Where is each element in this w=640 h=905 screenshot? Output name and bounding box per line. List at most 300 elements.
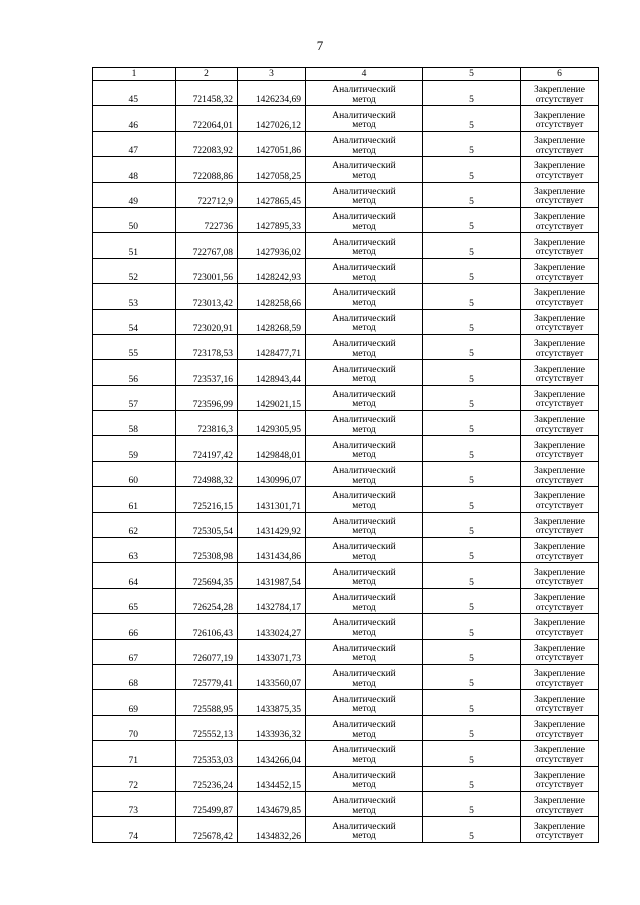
x-coordinate-cell: 726106,43: [176, 614, 238, 639]
fixing-cell: [521, 131, 599, 156]
fixing-line-2: отсутствует: [535, 729, 584, 740]
fixing-cell: [521, 207, 599, 232]
accuracy-cell: 5: [423, 639, 521, 664]
fixing-line-1: Закрепление: [534, 440, 585, 451]
fixing-cell: [521, 284, 599, 309]
method-cell: [306, 614, 423, 639]
fixing-cell: [521, 258, 599, 283]
table-row: [93, 309, 599, 334]
accuracy-cell: 5: [423, 715, 521, 740]
method-line-2: метод: [352, 704, 376, 715]
fixing-line-2: отсутствует: [535, 424, 584, 435]
point-number-cell: 56: [93, 360, 176, 385]
fixing-line-2: отсутствует: [535, 120, 584, 131]
method-cell: [306, 258, 423, 283]
table-row: [93, 588, 599, 613]
table-row: [93, 487, 599, 512]
fixing-cell: [521, 436, 599, 461]
method-line-1: Аналитический: [332, 669, 396, 680]
accuracy-cell: 5: [423, 309, 521, 334]
y-coordinate-cell: 1433875,35: [238, 690, 306, 715]
method-line-2: метод: [352, 196, 376, 207]
y-coordinate-cell: 1433024,27: [238, 614, 306, 639]
method-line-1: Аналитический: [332, 135, 396, 146]
accuracy-cell: 5: [423, 563, 521, 588]
method-cell: [306, 664, 423, 689]
y-coordinate-cell: 1433936,32: [238, 715, 306, 740]
y-coordinate-cell: 1429305,95: [238, 411, 306, 436]
fixing-cell: [521, 233, 599, 258]
table-row: [93, 233, 599, 258]
method-line-2: метод: [352, 526, 376, 537]
fixing-cell: [521, 487, 599, 512]
fixing-line-1: Закрепление: [534, 212, 585, 223]
fixing-line-2: отсутствует: [535, 602, 584, 613]
accuracy-cell: 5: [423, 817, 521, 842]
method-line-1: Аналитический: [332, 339, 396, 350]
fixing-line-1: Закрепление: [534, 186, 585, 197]
point-number-cell: 57: [93, 385, 176, 410]
accuracy-cell: 5: [423, 81, 521, 106]
fixing-line-1: Закрепление: [534, 288, 585, 299]
fixing-line-1: Закрепление: [534, 770, 585, 781]
fixing-line-2: отсутствует: [535, 754, 584, 765]
table-row: [93, 461, 599, 486]
table-row: [93, 436, 599, 461]
fixing-line-2: отсутствует: [535, 374, 584, 385]
y-coordinate-cell: 1431301,71: [238, 487, 306, 512]
fixing-cell: [521, 334, 599, 359]
method-cell: [306, 157, 423, 182]
method-line-2: метод: [352, 729, 376, 740]
fixing-cell: [521, 538, 599, 563]
table-row: [93, 538, 599, 563]
method-line-1: Аналитический: [332, 643, 396, 654]
point-number-cell: 73: [93, 791, 176, 816]
method-line-2: метод: [352, 780, 376, 791]
fixing-line-2: отсутствует: [535, 399, 584, 410]
method-line-1: Аналитический: [332, 694, 396, 705]
method-line-1: Аналитический: [332, 415, 396, 426]
table-row: [93, 360, 599, 385]
accuracy-cell: 5: [423, 461, 521, 486]
method-cell: [306, 385, 423, 410]
accuracy-cell: 5: [423, 690, 521, 715]
fixing-line-2: отсутствует: [535, 628, 584, 638]
table-body: [93, 81, 599, 843]
x-coordinate-cell: 725678,42: [176, 817, 238, 842]
x-coordinate-cell: 722767,08: [176, 233, 238, 258]
method-line-1: Аналитический: [332, 770, 396, 781]
table-row: [93, 207, 599, 232]
point-number-cell: 46: [93, 106, 176, 131]
fixing-cell: [521, 766, 599, 791]
x-coordinate-cell: 723001,56: [176, 258, 238, 283]
method-line-2: метод: [352, 501, 376, 512]
accuracy-cell: 5: [423, 664, 521, 689]
point-number-cell: 66: [93, 614, 176, 639]
fixing-line-1: Закрепление: [534, 516, 585, 527]
method-line-1: Аналитический: [332, 618, 396, 629]
accuracy-cell: 5: [423, 207, 521, 232]
table-row: [93, 157, 599, 182]
point-number-cell: 53: [93, 284, 176, 309]
method-line-1: Аналитический: [332, 821, 396, 832]
point-number-cell: 63: [93, 538, 176, 563]
method-line-2: метод: [352, 272, 376, 283]
method-line-1: Аналитический: [332, 516, 396, 527]
fixing-line-2: отсутствует: [535, 653, 584, 664]
fixing-line-1: Закрепление: [534, 135, 585, 146]
point-number-cell: 61: [93, 487, 176, 512]
accuracy-cell: 5: [423, 512, 521, 537]
method-line-2: метод: [352, 170, 376, 181]
accuracy-cell: 5: [423, 791, 521, 816]
fixing-cell: [521, 715, 599, 740]
accuracy-cell: 5: [423, 258, 521, 283]
method-cell: [306, 766, 423, 791]
x-coordinate-cell: 722083,92: [176, 131, 238, 156]
table-row: [93, 690, 599, 715]
method-line-1: Аналитический: [332, 262, 396, 273]
method-cell: [306, 411, 423, 436]
y-coordinate-cell: 1428943,44: [238, 360, 306, 385]
method-line-1: Аналитический: [332, 440, 396, 451]
table-row: [93, 741, 599, 766]
method-cell: [306, 817, 423, 842]
fixing-line-1: Закрепление: [534, 237, 585, 248]
fixing-line-1: Закрепление: [534, 719, 585, 730]
accuracy-cell: 5: [423, 157, 521, 182]
point-number-cell: 65: [93, 588, 176, 613]
fixing-cell: [521, 791, 599, 816]
method-line-1: Аналитический: [332, 237, 396, 248]
method-line-1: Аналитический: [332, 466, 396, 477]
y-coordinate-cell: 1427865,45: [238, 182, 306, 207]
table-row: [93, 614, 599, 639]
x-coordinate-cell: 722712,9: [176, 182, 238, 207]
x-coordinate-cell: 723013,42: [176, 284, 238, 309]
fixing-line-1: Закрепление: [534, 389, 585, 400]
y-coordinate-cell: 1431434,86: [238, 538, 306, 563]
x-coordinate-cell: 724988,32: [176, 461, 238, 486]
table-row: [93, 258, 599, 283]
method-line-1: Аналитический: [332, 719, 396, 730]
fixing-line-2: отсутствует: [535, 475, 584, 486]
accuracy-cell: 5: [423, 411, 521, 436]
accuracy-cell: 5: [423, 131, 521, 156]
table-row: [93, 411, 599, 436]
fixing-cell: [521, 512, 599, 537]
method-cell: [306, 81, 423, 106]
method-line-2: метод: [352, 323, 376, 334]
table-row: [93, 639, 599, 664]
y-coordinate-cell: 1428477,71: [238, 334, 306, 359]
point-number-cell: 72: [93, 766, 176, 791]
method-cell: [306, 360, 423, 385]
method-cell: [306, 791, 423, 816]
fixing-line-1: Закрепление: [534, 821, 585, 832]
method-line-1: Аналитический: [332, 288, 396, 299]
method-line-2: метод: [352, 247, 376, 258]
method-line-2: метод: [352, 145, 376, 156]
method-cell: [306, 233, 423, 258]
header-cell-3: 3: [238, 68, 306, 81]
fixing-line-2: отсутствует: [535, 805, 584, 816]
method-line-2: метод: [352, 399, 376, 410]
method-cell: [306, 588, 423, 613]
fixing-cell: [521, 309, 599, 334]
accuracy-cell: 5: [423, 106, 521, 131]
y-coordinate-cell: 1427026,12: [238, 106, 306, 131]
y-coordinate-cell: 1428242,93: [238, 258, 306, 283]
point-number-cell: 50: [93, 207, 176, 232]
table-row: [93, 512, 599, 537]
fixing-line-2: отсутствует: [535, 450, 584, 461]
method-line-1: Аналитический: [332, 542, 396, 553]
point-number-cell: 49: [93, 182, 176, 207]
y-coordinate-cell: 1433560,07: [238, 664, 306, 689]
y-coordinate-cell: 1433071,73: [238, 639, 306, 664]
point-number-cell: 68: [93, 664, 176, 689]
fixing-line-1: Закрепление: [534, 85, 585, 96]
method-cell: [306, 690, 423, 715]
fixing-line-2: отсутствует: [535, 678, 584, 689]
fixing-line-1: Закрепление: [534, 491, 585, 502]
method-line-2: метод: [352, 120, 376, 131]
fixing-line-2: отсутствует: [535, 170, 584, 181]
fixing-cell: [521, 182, 599, 207]
x-coordinate-cell: 722088,86: [176, 157, 238, 182]
table-row: [93, 766, 599, 791]
point-number-cell: 47: [93, 131, 176, 156]
accuracy-cell: 5: [423, 334, 521, 359]
accuracy-cell: 5: [423, 436, 521, 461]
y-coordinate-cell: 1427936,02: [238, 233, 306, 258]
accuracy-cell: 5: [423, 284, 521, 309]
x-coordinate-cell: 722736: [176, 207, 238, 232]
x-coordinate-cell: 723816,3: [176, 411, 238, 436]
accuracy-cell: 5: [423, 614, 521, 639]
fixing-cell: [521, 664, 599, 689]
y-coordinate-cell: 1434266,04: [238, 741, 306, 766]
fixing-line-1: Закрепление: [534, 643, 585, 654]
method-cell: [306, 563, 423, 588]
x-coordinate-cell: 721458,32: [176, 81, 238, 106]
method-line-2: метод: [352, 424, 376, 435]
x-coordinate-cell: 723178,53: [176, 334, 238, 359]
table-row: [93, 385, 599, 410]
fixing-line-1: Закрепление: [534, 669, 585, 680]
x-coordinate-cell: 725216,15: [176, 487, 238, 512]
fixing-line-1: Закрепление: [534, 110, 585, 121]
fixing-line-1: Закрепление: [534, 415, 585, 426]
fixing-line-2: отсутствует: [535, 780, 584, 791]
fixing-cell: [521, 588, 599, 613]
x-coordinate-cell: 725552,13: [176, 715, 238, 740]
fixing-line-1: Закрепление: [534, 593, 585, 604]
table-row: [93, 715, 599, 740]
method-line-1: Аналитический: [332, 593, 396, 604]
method-cell: [306, 106, 423, 131]
x-coordinate-cell: 725499,87: [176, 791, 238, 816]
method-line-2: метод: [352, 374, 376, 385]
y-coordinate-cell: 1434452,15: [238, 766, 306, 791]
accuracy-cell: 5: [423, 766, 521, 791]
table-row: [93, 106, 599, 131]
fixing-cell: [521, 411, 599, 436]
fixing-cell: [521, 614, 599, 639]
point-number-cell: 51: [93, 233, 176, 258]
y-coordinate-cell: 1427058,25: [238, 157, 306, 182]
table-row: [93, 664, 599, 689]
table-header: [93, 68, 599, 81]
point-number-cell: 54: [93, 309, 176, 334]
y-coordinate-cell: 1428258,66: [238, 284, 306, 309]
method-line-2: метод: [352, 628, 376, 638]
method-cell: [306, 715, 423, 740]
y-coordinate-cell: 1430996,07: [238, 461, 306, 486]
method-line-1: Аналитический: [332, 186, 396, 197]
fixing-line-2: отсутствует: [535, 323, 584, 334]
x-coordinate-cell: 724197,42: [176, 436, 238, 461]
table-row: [93, 563, 599, 588]
method-cell: [306, 309, 423, 334]
fixing-line-2: отсутствует: [535, 297, 584, 308]
fixing-line-1: Закрепление: [534, 745, 585, 756]
method-cell: [306, 512, 423, 537]
header-cell-1: 1: [93, 68, 176, 81]
method-line-2: метод: [352, 297, 376, 308]
method-line-2: метод: [352, 577, 376, 588]
fixing-line-1: Закрепление: [534, 542, 585, 553]
header-cell-6: 6: [521, 68, 599, 81]
method-line-1: Аналитический: [332, 796, 396, 807]
fixing-cell: [521, 639, 599, 664]
method-line-1: Аналитический: [332, 567, 396, 578]
method-line-2: метод: [352, 602, 376, 613]
point-number-cell: 59: [93, 436, 176, 461]
fixing-line-2: отсутствует: [535, 704, 584, 715]
fixing-line-1: Закрепление: [534, 567, 585, 578]
accuracy-cell: 5: [423, 385, 521, 410]
y-coordinate-cell: 1432784,17: [238, 588, 306, 613]
y-coordinate-cell: 1429848,01: [238, 436, 306, 461]
fixing-cell: [521, 563, 599, 588]
fixing-line-2: отсутствует: [535, 196, 584, 207]
y-coordinate-cell: 1434679,85: [238, 791, 306, 816]
point-number-cell: 52: [93, 258, 176, 283]
point-number-cell: 69: [93, 690, 176, 715]
method-line-2: метод: [352, 221, 376, 232]
accuracy-cell: 5: [423, 233, 521, 258]
method-cell: [306, 461, 423, 486]
table-row: [93, 817, 599, 842]
fixing-line-2: отсутствует: [535, 501, 584, 512]
fixing-cell: [521, 360, 599, 385]
fixing-line-2: отсутствует: [535, 272, 584, 283]
table-row: [93, 334, 599, 359]
method-line-1: Аналитический: [332, 212, 396, 223]
method-line-2: метод: [352, 678, 376, 689]
x-coordinate-cell: 722064,01: [176, 106, 238, 131]
fixing-cell: [521, 690, 599, 715]
header-row: [93, 68, 599, 81]
method-line-2: метод: [352, 831, 376, 842]
method-line-2: метод: [352, 805, 376, 816]
table-row: [93, 81, 599, 106]
method-line-1: Аналитический: [332, 110, 396, 121]
accuracy-cell: 5: [423, 741, 521, 766]
method-line-2: метод: [352, 653, 376, 664]
fixing-line-1: Закрепление: [534, 339, 585, 350]
fixing-line-2: отсутствует: [535, 526, 584, 537]
x-coordinate-cell: 725305,54: [176, 512, 238, 537]
method-cell: [306, 131, 423, 156]
point-number-cell: 74: [93, 817, 176, 842]
y-coordinate-cell: 1431429,92: [238, 512, 306, 537]
fixing-line-1: Закрепление: [534, 364, 585, 375]
point-number-cell: 71: [93, 741, 176, 766]
y-coordinate-cell: 1434832,26: [238, 817, 306, 842]
x-coordinate-cell: 723537,16: [176, 360, 238, 385]
method-line-2: метод: [352, 348, 376, 359]
fixing-line-1: Закрепление: [534, 618, 585, 629]
x-coordinate-cell: 725779,41: [176, 664, 238, 689]
page-number: 7: [316, 38, 324, 53]
fixing-line-2: отсутствует: [535, 577, 584, 588]
fixing-line-2: отсутствует: [535, 831, 584, 842]
fixing-line-1: Закрепление: [534, 313, 585, 324]
y-coordinate-cell: 1427051,86: [238, 131, 306, 156]
fixing-cell: [521, 817, 599, 842]
header-cell-4: 4: [306, 68, 423, 81]
fixing-cell: [521, 461, 599, 486]
method-line-1: Аналитический: [332, 313, 396, 324]
fixing-line-1: Закрепление: [534, 161, 585, 172]
method-line-1: Аналитический: [332, 161, 396, 172]
fixing-cell: [521, 81, 599, 106]
point-number-cell: 55: [93, 334, 176, 359]
point-number-cell: 45: [93, 81, 176, 106]
method-line-2: метод: [352, 754, 376, 765]
fixing-cell: [521, 385, 599, 410]
x-coordinate-cell: 725588,95: [176, 690, 238, 715]
method-line-1: Аналитический: [332, 389, 396, 400]
x-coordinate-cell: 725308,98: [176, 538, 238, 563]
x-coordinate-cell: 723596,99: [176, 385, 238, 410]
method-line-2: метод: [352, 450, 376, 461]
method-line-1: Аналитический: [332, 364, 396, 375]
accuracy-cell: 5: [423, 360, 521, 385]
table-row: [93, 284, 599, 309]
fixing-cell: [521, 741, 599, 766]
x-coordinate-cell: 723020,91: [176, 309, 238, 334]
fixing-line-1: Закрепление: [534, 262, 585, 273]
fixing-line-2: отсутствует: [535, 221, 584, 232]
table-row: [93, 182, 599, 207]
fixing-line-1: Закрепление: [534, 466, 585, 477]
header-cell-5: 5: [423, 68, 521, 81]
point-number-cell: 48: [93, 157, 176, 182]
method-cell: [306, 207, 423, 232]
y-coordinate-cell: 1431987,54: [238, 563, 306, 588]
point-number-cell: 67: [93, 639, 176, 664]
fixing-line-1: Закрепление: [534, 694, 585, 705]
fixing-line-2: отсутствует: [535, 145, 584, 156]
table-row: [93, 791, 599, 816]
accuracy-cell: 5: [423, 182, 521, 207]
